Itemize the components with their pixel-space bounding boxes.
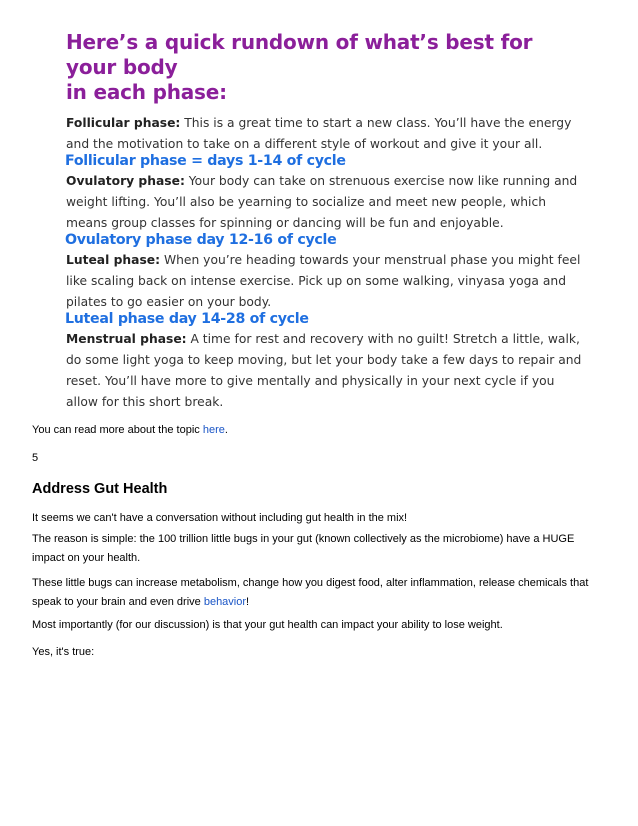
- phase-name: Luteal phase:: [66, 253, 161, 267]
- read-more-prefix: You can read more about the topic: [32, 424, 203, 436]
- paragraph-5: Yes, it's true:: [32, 646, 95, 658]
- phase-menstrual: [66, 329, 586, 413]
- paragraph-1: It seems we can't have a conversation without including gut health in the mix!: [32, 512, 408, 524]
- section-heading: Address Gut Health: [32, 481, 168, 497]
- infographic-title-line2: in each phase:: [66, 80, 227, 104]
- paragraph-3: [32, 574, 607, 612]
- cycle-label-luteal: Luteal phase day 14-28 of cycle: [65, 311, 309, 327]
- phase-follicular: [66, 113, 586, 155]
- paragraph-3-text: These little bugs can increase metabolism, change how you digest food, alter inflammation, release chemicals that speak to your brain and even drive: [32, 577, 589, 608]
- paragraph-2: The reason is simple: the 100 trillion little bugs in your gut (known collectively as the microbiome) have a HUGE impact on your health.: [32, 533, 575, 564]
- phase-text: Your body can take on strenuous exercise now like running and weight lifting. You’ll also be yearning to socialize and meet new people, which means group classes for spinning or dancing will be fun and enjoyable.: [66, 174, 578, 230]
- phase-text: When you’re heading towards your menstrual phase you might feel like scaling back on intense exercise. Pick up on some walking, vinyasa yoga and pilates to go easier on your body.: [66, 253, 581, 309]
- phase-ovulatory: [66, 171, 586, 234]
- read-more-suffix: .: [224, 424, 228, 436]
- read-more-link[interactable]: here: [202, 424, 225, 436]
- phase-name: Menstrual phase:: [66, 332, 187, 346]
- phase-luteal: [66, 250, 586, 313]
- section-number: 5: [32, 452, 39, 464]
- behavior-link[interactable]: behavior: [203, 596, 247, 608]
- cycle-label-follicular: Follicular phase = days 1-14 of cycle: [65, 153, 346, 169]
- read-more-line: [32, 424, 607, 436]
- phase-text: This is a great time to start a new class. You’ll have the energy and the motivation to take on a different style of workout and give it your all.: [66, 116, 572, 151]
- infographic-title: [66, 30, 586, 105]
- phase-infographic: [56, 30, 586, 413]
- phase-name: Ovulatory phase:: [66, 174, 185, 188]
- cycle-label-ovulatory: Ovulatory phase day 12-16 of cycle: [65, 232, 337, 248]
- phase-text: A time for rest and recovery with no guilt! Stretch a little, walk, do some light yoga to keep moving, but let your body take a few days to repair and reset. You’ll have more to give mentally and physically in your next cycle if you allow for this short break.: [66, 332, 582, 409]
- paragraph-3-suffix: !: [246, 596, 250, 608]
- infographic-title-line1: Here’s a quick rundown of what’s best for your body: [66, 30, 533, 79]
- phase-name: Follicular phase:: [66, 116, 181, 130]
- paragraph-4: Most importantly (for our discussion) is that your gut health can impact your ability to lose weight.: [32, 619, 503, 631]
